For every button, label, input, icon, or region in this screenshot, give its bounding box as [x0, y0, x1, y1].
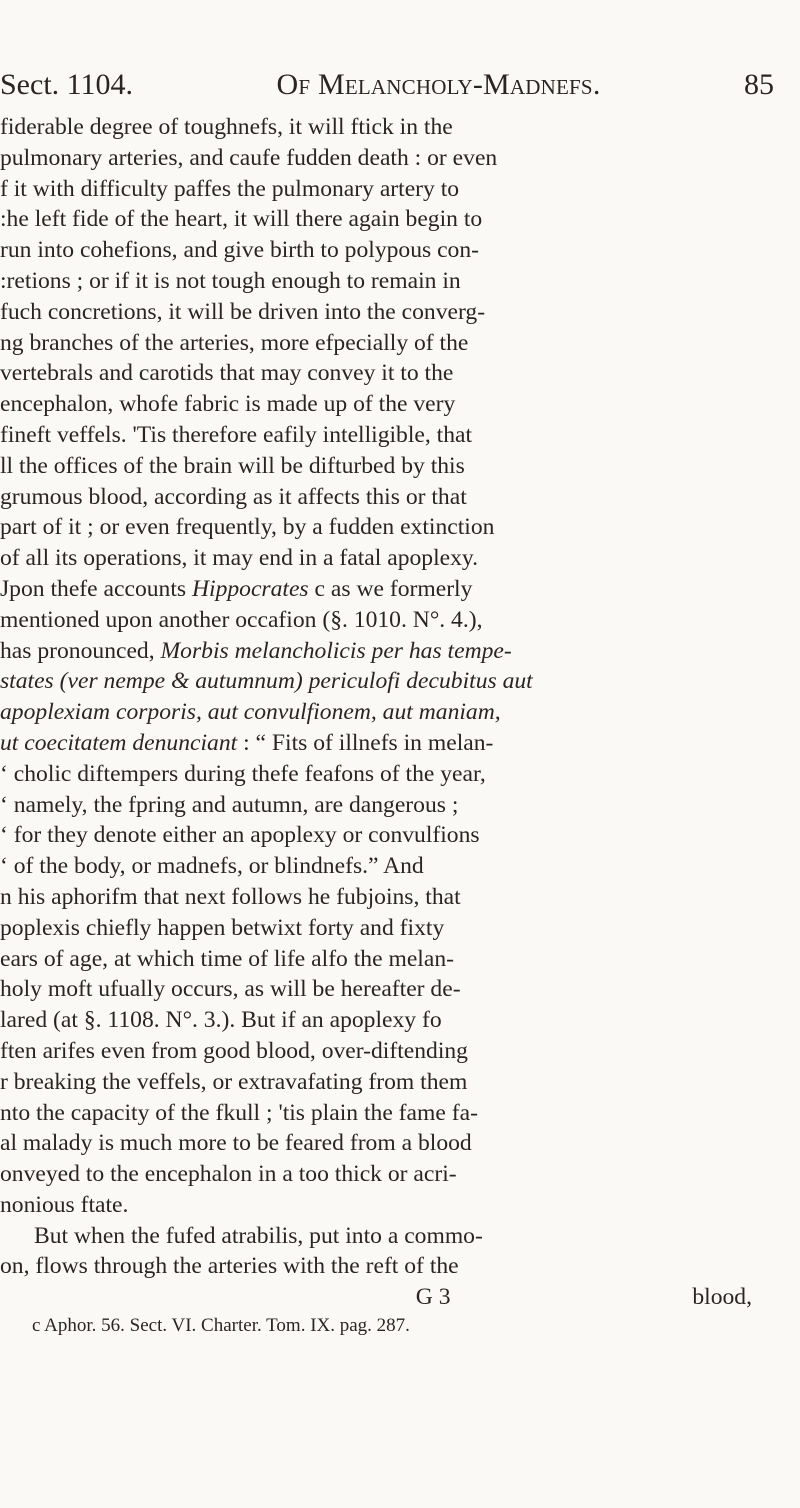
roman-text: lared (at §. 1108. N°. 3.). But if an apoplexy fo — [0, 1007, 442, 1034]
text-line — [0, 204, 780, 235]
roman-text: ears of age, at which time of life alfo the melan- — [0, 945, 454, 972]
roman-text: ‘ for they denote either an apoplexy or convulfions — [0, 822, 480, 849]
page-number: 85 — [744, 68, 774, 101]
italic-text: Morbis melancholicis per has tempe- — [160, 637, 512, 664]
roman-text: ‘ namely, the fpring and autumn, are dangerous ; — [0, 791, 459, 818]
italic-text: Hippocrates — [191, 575, 309, 602]
text-line — [0, 512, 780, 543]
roman-text: fineft veffels. 'Tis therefore eafily intelligible, that — [0, 421, 473, 448]
text-line — [0, 605, 780, 636]
text-line — [0, 697, 780, 728]
roman-text: holy moft ufually occurs, as will be hereafter de- — [0, 976, 461, 1003]
italic-text: apoplexiam corporis, aut convulfionem, aut maniam, — [0, 699, 501, 726]
roman-text: :he left fide of the heart, it will there again begin to — [0, 206, 483, 233]
italic-text: ut coecitatem denunciant — [0, 729, 238, 756]
text-line — [0, 666, 780, 697]
text-line — [0, 482, 780, 513]
text-line — [0, 1159, 780, 1190]
text-line — [0, 759, 780, 790]
text-line — [0, 174, 780, 205]
roman-text: r breaking the veffels, or extravafating from them — [0, 1068, 468, 1095]
text-line — [0, 820, 780, 851]
footnote: c Aphor. 56. Sect. VI. Charter. Tom. IX. pag. 287. — [32, 1315, 410, 1337]
text-line — [0, 1036, 780, 1067]
text-line — [0, 1098, 780, 1129]
text-line — [0, 790, 780, 821]
roman-text: But when the fufed atrabilis, put into a commo- — [34, 1222, 483, 1249]
text-line — [0, 974, 780, 1005]
roman-text: al malady is much more to be feared from a blood — [0, 1130, 472, 1157]
text-line — [0, 266, 780, 297]
text-line — [0, 574, 780, 605]
roman-text: fuch concretions, it will be driven into the converg- — [0, 298, 486, 325]
body-text — [0, 112, 780, 1282]
text-line — [0, 944, 780, 975]
roman-text: encephalon, whofe fabric is made up of the very — [0, 391, 456, 418]
signature-mark: G 3 — [415, 1284, 451, 1311]
text-line — [0, 543, 780, 574]
text-line — [0, 882, 780, 913]
roman-text: nonious ftate. — [0, 1191, 129, 1218]
running-header — [0, 68, 780, 108]
text-line — [0, 328, 780, 359]
roman-text: ften arifes even from good blood, over-diftending — [0, 1037, 468, 1064]
text-line — [0, 1190, 780, 1221]
text-line — [0, 851, 780, 882]
text-line — [0, 1067, 780, 1098]
roman-text: run into cohefions, and give birth to polypous con- — [0, 237, 480, 264]
roman-text: grumous blood, according as it affects this or that — [0, 483, 467, 510]
text-line — [0, 112, 780, 143]
italic-text: states (ver nempe & autumnum) periculofi decubitus aut — [0, 668, 533, 695]
roman-text: onveyed to the encephalon in a too thick or acri- — [0, 1161, 457, 1188]
roman-text: has pronounced, — [0, 637, 161, 664]
roman-text: part of it ; or even frequently, by a fudden extinction — [0, 514, 495, 541]
text-line — [0, 297, 780, 328]
roman-text: poplexis chiefly happen betwixt forty and fixty — [0, 914, 445, 941]
text-line — [0, 451, 780, 482]
roman-text: ‘ cholic diftempers during thefe feafons of the year, — [0, 760, 486, 787]
roman-text: c as we formerly — [308, 575, 473, 602]
roman-text: ll the offices of the brain will be difturbed by this — [0, 452, 465, 479]
roman-text: of all its operations, it may end in a fatal apoplexy. — [0, 545, 479, 572]
text-line — [0, 913, 780, 944]
roman-text: nto the capacity of the fkull ; 'tis plain the fame fa- — [0, 1099, 478, 1126]
text-line — [0, 1128, 780, 1159]
text-line — [0, 1221, 780, 1252]
roman-text: pulmonary arteries, and caufe fudden death : or even — [0, 144, 498, 171]
text-line — [0, 420, 780, 451]
text-line — [0, 235, 780, 266]
roman-text: : “ Fits of illnefs in melan- — [237, 729, 494, 756]
text-line — [0, 358, 780, 389]
text-line — [0, 636, 780, 667]
roman-text: mentioned upon another occafion (§. 1010. N°. 4.), — [0, 606, 483, 633]
text-line — [0, 143, 780, 174]
catchword: blood, — [692, 1284, 752, 1311]
section-number: Sect. 1104. — [0, 68, 134, 101]
text-line — [0, 1251, 780, 1282]
text-line — [0, 728, 780, 759]
roman-text: f it with difficulty paffes the pulmonary artery to — [0, 175, 460, 202]
roman-text: fiderable degree of toughnefs, it will ftick in the — [0, 114, 453, 140]
text-line — [0, 389, 780, 420]
roman-text: ‘ of the body, or madnefs, or blindnefs.” And — [0, 853, 424, 880]
roman-text: n his aphorifm that next follows he fubjoins, that — [0, 883, 461, 910]
roman-text: on, flows through the arteries with the reft of the — [0, 1253, 459, 1280]
text-line — [0, 1005, 780, 1036]
signature-line — [0, 1282, 780, 1313]
roman-text: Jpon thefe accounts — [0, 575, 192, 602]
roman-text: ng branches of the arteries, more efpecially of the — [0, 329, 469, 356]
chapter-title: Of Melancholy-Madnefs. — [276, 68, 601, 101]
roman-text: :retions ; or if it is not tough enough to remain in — [0, 267, 461, 294]
roman-text: vertebrals and carotids that may convey it to the — [0, 360, 454, 387]
